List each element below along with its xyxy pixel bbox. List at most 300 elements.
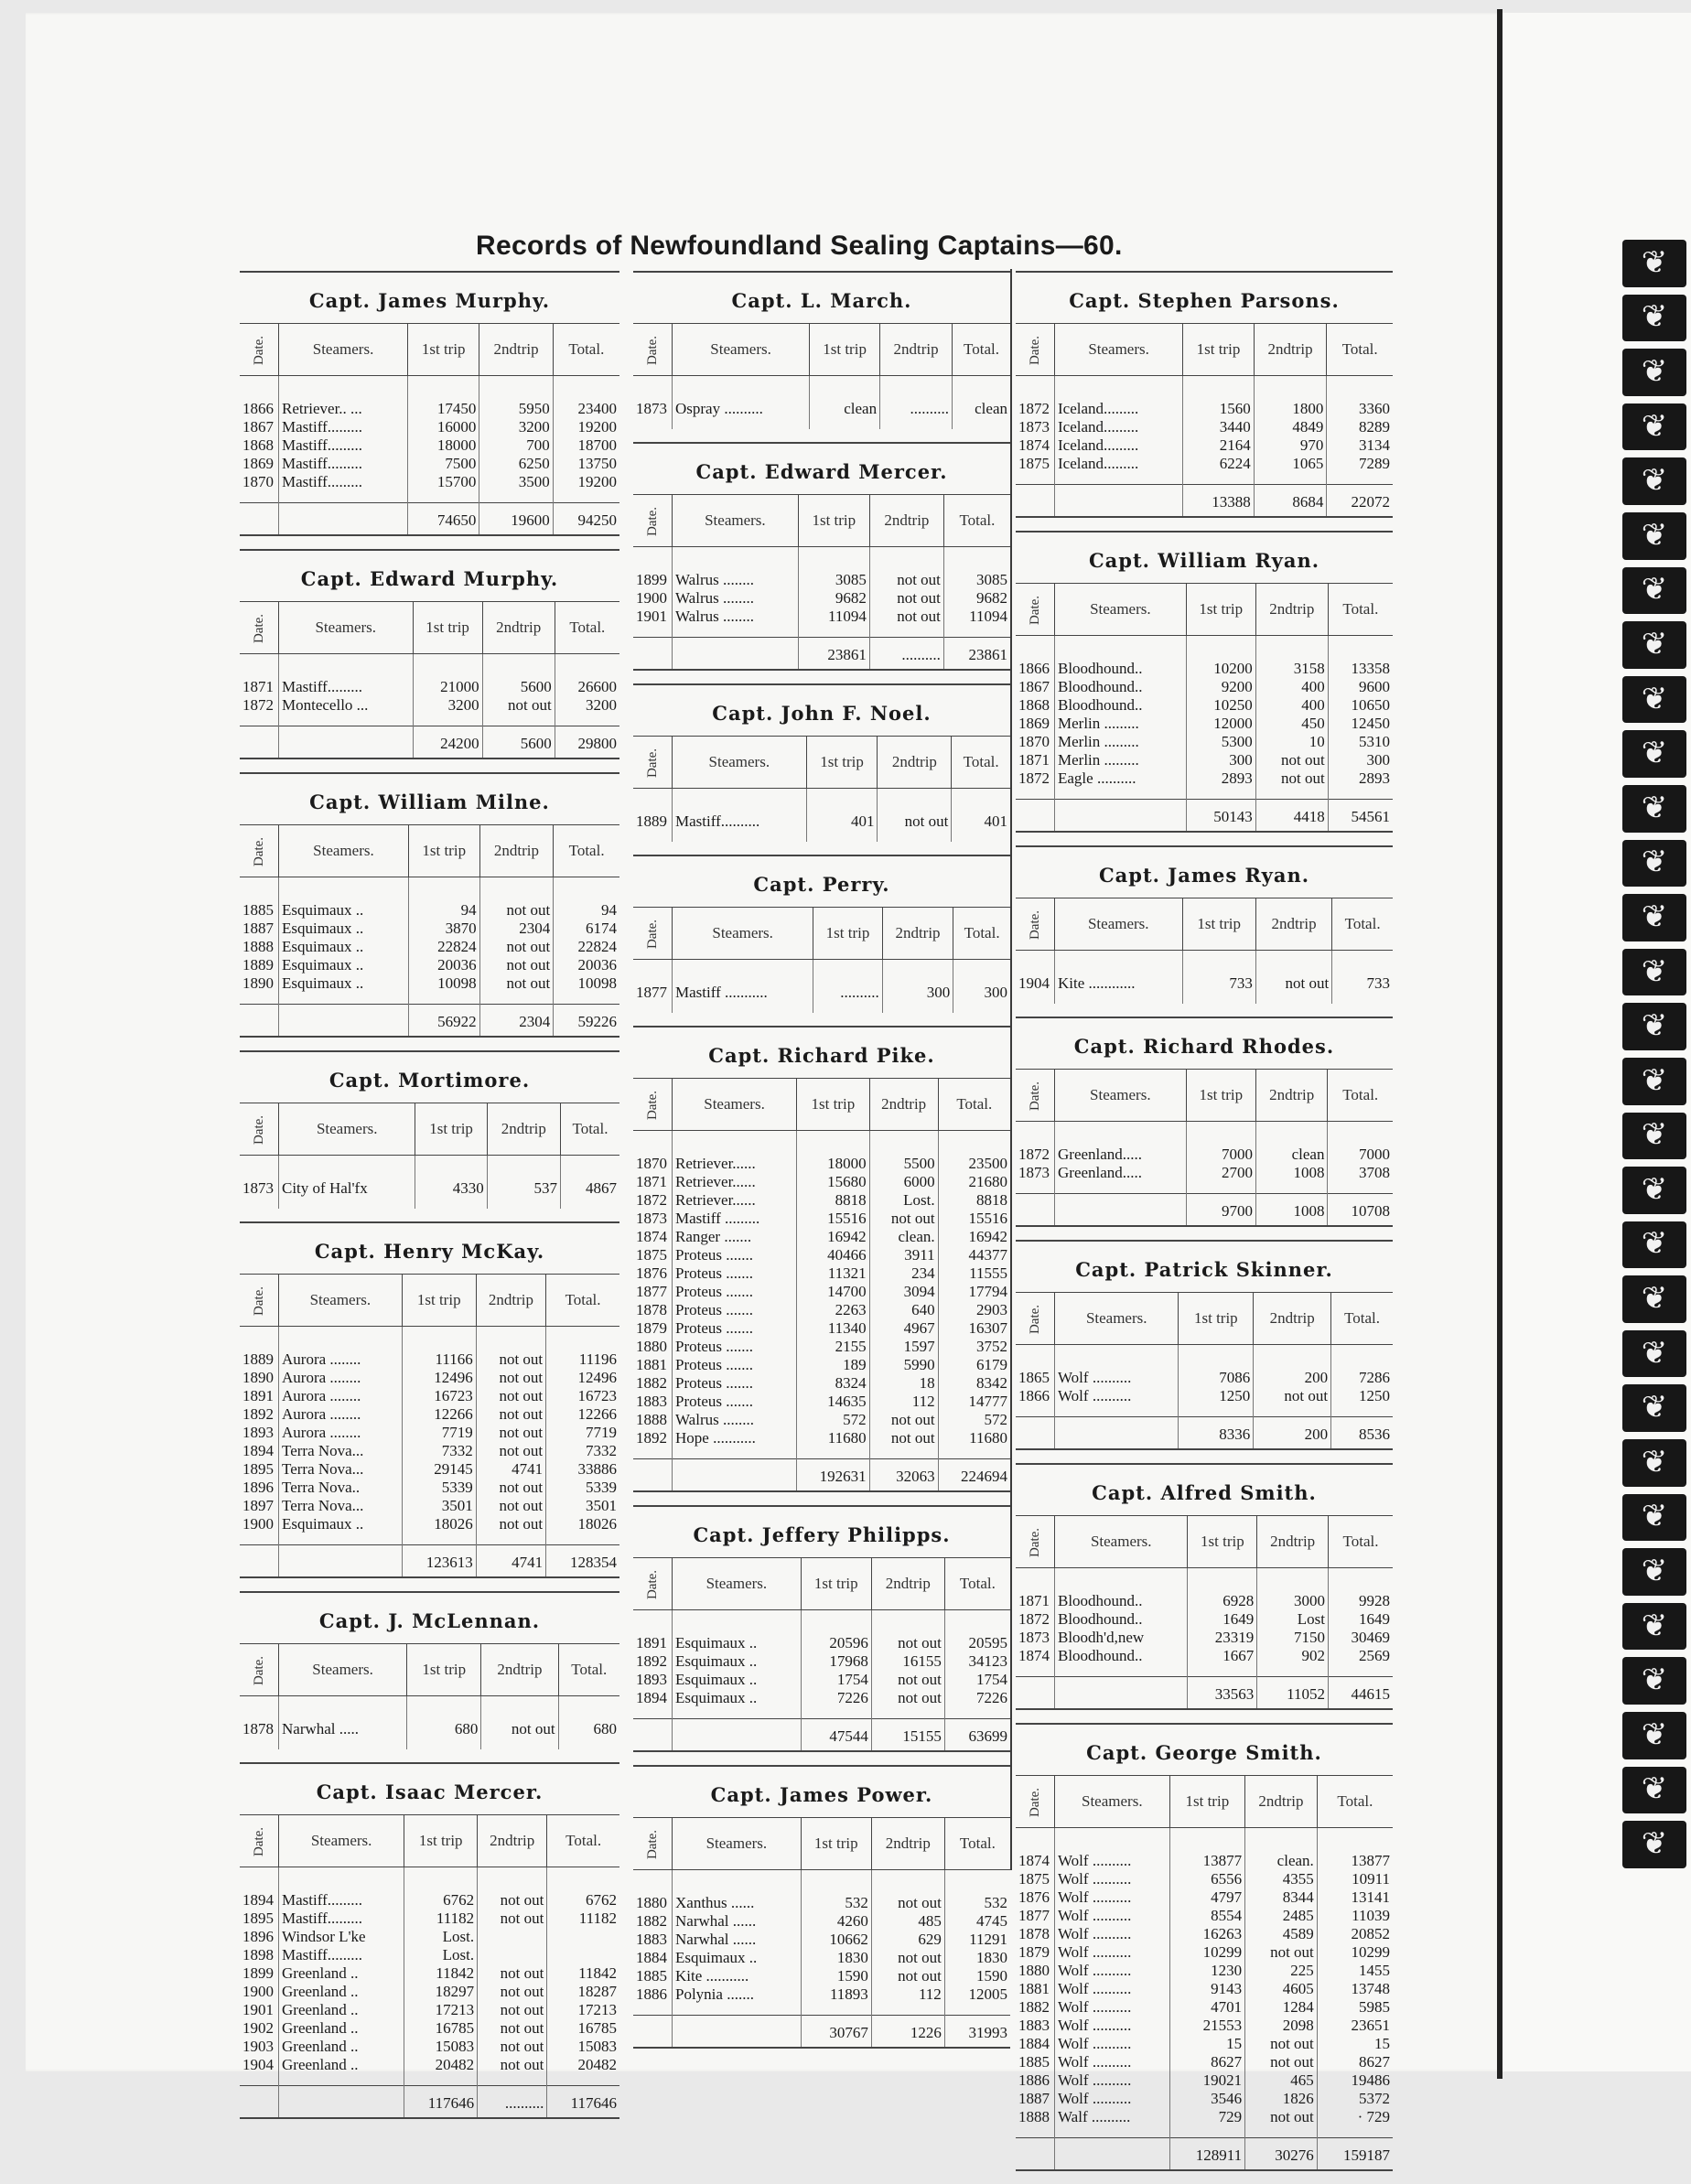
total-cell: 12450 <box>1328 715 1393 733</box>
second-trip-header: 2ndtrip <box>882 908 953 960</box>
date-header-text: Date. <box>644 1829 660 1859</box>
steamer-cell: Iceland......... <box>1055 455 1183 485</box>
total-header: Total. <box>944 1818 1010 1870</box>
second-trip-cell: not out <box>476 1405 545 1424</box>
table-row <box>633 1210 1010 1228</box>
column-3 <box>1016 271 1393 2184</box>
captain-name: Capt. Edward Mercer. <box>695 460 948 483</box>
second-trip-cell: 300 <box>882 960 953 1014</box>
leaf-ornament-icon: ❦ <box>1622 1767 1686 1814</box>
totals-cell: 56922 <box>408 1005 479 1038</box>
year-cell: 1876 <box>1018 1888 1050 1906</box>
first-trip-header: 1st trip <box>413 602 482 654</box>
second-trip-cell: not out <box>869 1411 938 1429</box>
table-row <box>240 877 619 920</box>
year-cell: 1890 <box>242 974 274 992</box>
first-trip-cell: 40466 <box>797 1246 870 1264</box>
steamer-cell: Aurora ........ <box>279 1387 403 1405</box>
second-trip-cell: not out <box>476 1442 545 1460</box>
steamer-cell: Ospray .......... <box>673 376 810 430</box>
second-trip-cell: not out <box>871 1671 944 1689</box>
total-cell: 1250 <box>1331 1387 1393 1417</box>
section-gap <box>633 2049 1010 2061</box>
first-trip-cell: 4260 <box>801 1912 871 1931</box>
steamer-cell: Proteus ....... <box>673 1283 797 1301</box>
first-trip-header: 1st trip <box>1188 1516 1257 1568</box>
table-row <box>1016 1164 1393 1194</box>
table-row <box>240 2019 619 2038</box>
steamer-cell: Narwhal ...... <box>673 1912 802 1931</box>
totals-cell: 1008 <box>1256 1194 1328 1227</box>
total-cell: 15516 <box>938 1210 1010 1228</box>
steamer-cell: Wolf .......... <box>1055 2017 1170 2035</box>
date-header-text: Date. <box>644 1569 660 1599</box>
totals-blank <box>633 1719 673 1752</box>
column-1 <box>240 271 619 2132</box>
total-cell: 11039 <box>1317 1907 1393 1925</box>
steamer-cell: Wolf .......... <box>1055 1998 1170 2017</box>
second-trip-cell: 2485 <box>1245 1907 1318 1925</box>
first-trip-cell: 19021 <box>1169 2071 1245 2090</box>
steamers-header: Steamers. <box>279 602 414 654</box>
steamers-header: Steamers. <box>673 737 807 789</box>
year-cell: 1869 <box>242 455 274 472</box>
first-trip-header: 1st trip <box>798 495 869 547</box>
totals-row <box>240 1005 619 1038</box>
year-cell: 1877 <box>636 1283 667 1300</box>
total-cell: 572 <box>938 1411 1010 1429</box>
date-header-text: Date. <box>251 1114 266 1145</box>
total-cell: 19200 <box>553 418 619 436</box>
steamer-cell: Bloodhound.. <box>1055 1568 1188 1611</box>
year-cell: 1878 <box>636 1301 667 1318</box>
steamer-cell: Wolf .......... <box>1055 1925 1170 1943</box>
second-trip-header: 2ndtrip <box>878 737 952 789</box>
leaf-ornament-icon: ❦ <box>1622 1548 1686 1596</box>
first-trip-cell: 12496 <box>402 1369 476 1387</box>
first-trip-cell: 300 <box>1186 751 1255 769</box>
year-cell: 1889 <box>242 1350 274 1368</box>
steamer-cell: Polynia ....... <box>673 1985 802 2016</box>
total-cell: 2903 <box>938 1301 1010 1319</box>
table-row <box>1016 951 1393 1005</box>
table-row <box>633 1356 1010 1374</box>
header-row <box>240 1815 619 1867</box>
first-trip-cell: 2700 <box>1186 1164 1255 1194</box>
record-table <box>1016 1069 1393 1227</box>
totals-row <box>240 503 619 536</box>
second-trip-cell: 4589 <box>1245 1925 1318 1943</box>
table-row <box>633 1870 1010 1913</box>
first-trip-cell: 16263 <box>1169 1925 1245 1943</box>
first-trip-cell: 16942 <box>797 1228 870 1246</box>
second-trip-cell: 3200 <box>479 418 553 436</box>
year-cell: 1883 <box>636 1393 667 1410</box>
record-table <box>1016 898 1393 1004</box>
leaf-ornament-icon: ❦ <box>1622 894 1686 941</box>
totals-row <box>633 1459 1010 1492</box>
leaf-ornament-icon: ❦ <box>1622 1275 1686 1323</box>
year-cell: 1888 <box>636 1411 667 1428</box>
table-row <box>1016 1345 1393 1388</box>
totals-cell: 22072 <box>1327 485 1393 518</box>
date-header <box>1016 1070 1055 1122</box>
second-trip-header: 2ndtrip <box>1255 898 1331 951</box>
first-trip-cell: 8324 <box>797 1374 870 1393</box>
second-trip-cell: not out <box>878 789 952 843</box>
captain-record <box>240 1050 619 1221</box>
totals-blank <box>633 1459 673 1492</box>
table-row <box>240 920 619 938</box>
second-trip-cell: 400 <box>1255 696 1328 715</box>
total-cell: 2893 <box>1328 769 1393 800</box>
year-cell: 1888 <box>1018 2108 1050 2125</box>
record-table <box>1016 1292 1393 1450</box>
first-trip-cell: 11893 <box>801 1985 871 2016</box>
table-row <box>1016 1943 1393 1962</box>
second-trip-cell: 4967 <box>869 1319 938 1338</box>
section-rule <box>633 855 1010 856</box>
first-trip-cell: 3870 <box>408 920 479 938</box>
year-cell: 1884 <box>636 1949 667 1966</box>
first-trip-cell: 15516 <box>797 1210 870 1228</box>
date-header <box>240 1275 279 1327</box>
date-header-text: Date. <box>251 1655 266 1685</box>
second-trip-cell <box>478 1946 547 1964</box>
table-row <box>1016 2053 1393 2071</box>
year-cell: 1881 <box>636 1356 667 1373</box>
steamers-header: Steamers. <box>1055 1776 1170 1828</box>
steamer-cell: Kite ............ <box>1055 951 1183 1005</box>
totals-cell: 54561 <box>1328 800 1393 833</box>
second-trip-cell: not out <box>478 1983 547 2001</box>
total-cell: 8627 <box>1317 2053 1393 2071</box>
year-cell: 1872 <box>636 1191 667 1209</box>
leaf-ornament-icon: ❦ <box>1622 295 1686 342</box>
first-trip-cell: 11321 <box>797 1264 870 1283</box>
year-cell: 1891 <box>242 1387 274 1404</box>
date-header-text: Date. <box>644 506 660 536</box>
total-cell: 3134 <box>1327 436 1393 455</box>
year-cell: 1872 <box>1018 769 1050 787</box>
captain-record <box>240 1591 619 1762</box>
first-trip-header: 1st trip <box>1186 1070 1255 1122</box>
totals-row <box>1016 2138 1393 2171</box>
total-cell: 7000 <box>1328 1122 1393 1165</box>
steamer-cell: Retriever...... <box>673 1191 797 1210</box>
steamer-cell: Mastiff ........... <box>673 960 813 1014</box>
table-row <box>1016 733 1393 751</box>
first-trip-cell: 189 <box>797 1356 870 1374</box>
second-trip-cell: not out <box>478 1910 547 1928</box>
leaf-ornament-icon: ❦ <box>1622 676 1686 724</box>
steamer-cell: Wolf .......... <box>1055 1828 1170 1871</box>
total-cell: 17794 <box>938 1283 1010 1301</box>
section-gap <box>240 1578 619 1591</box>
total-cell: 300 <box>953 960 1010 1014</box>
header-row <box>240 324 619 376</box>
first-trip-cell: 1667 <box>1188 1647 1257 1677</box>
year-cell: 1877 <box>636 984 667 1001</box>
record-table <box>1016 1515 1393 1710</box>
leaf-ornament-icon: ❦ <box>1622 1330 1686 1378</box>
table-row <box>633 1393 1010 1411</box>
total-header: Total. <box>558 1644 619 1696</box>
section-gap <box>633 1492 1010 1505</box>
date-header-text: Date. <box>1027 1081 1042 1111</box>
total-header: Total. <box>938 1079 1010 1131</box>
steamer-cell: Wolf .......... <box>1055 1907 1170 1925</box>
first-trip-cell: 16723 <box>402 1387 476 1405</box>
table-row <box>240 1983 619 2001</box>
year-cell: 1866 <box>242 400 274 417</box>
year-cell: 1870 <box>1018 733 1050 750</box>
second-trip-cell: 18 <box>869 1374 938 1393</box>
table-row <box>1016 696 1393 715</box>
total-cell: 6762 <box>547 1867 619 1910</box>
date-header <box>240 1644 279 1696</box>
totals-cell: 32063 <box>869 1459 938 1492</box>
year-cell: 1874 <box>1018 1647 1050 1664</box>
captain-name: Capt. Edward Murphy. <box>300 567 559 590</box>
section-rule <box>1016 1017 1393 1018</box>
totals-cell: 94250 <box>553 503 619 536</box>
second-trip-cell: not out <box>476 1369 545 1387</box>
record-table <box>240 601 619 759</box>
total-cell: 3752 <box>938 1338 1010 1356</box>
table-row <box>1016 2071 1393 2090</box>
first-trip-cell: 22824 <box>408 938 479 956</box>
steamer-cell: Esquimaux .. <box>673 1689 802 1719</box>
year-cell: 1883 <box>1018 2017 1050 2034</box>
total-header: Total. <box>1331 1293 1393 1345</box>
total-cell: 15 <box>1317 2035 1393 2053</box>
year-cell: 1874 <box>1018 1852 1050 1869</box>
second-trip-cell: 8344 <box>1245 1888 1318 1907</box>
record-table <box>633 1557 1010 1752</box>
table-row <box>633 1671 1010 1689</box>
table-row <box>240 455 619 473</box>
totals-cell: 4741 <box>476 1545 545 1578</box>
captain-record <box>633 271 1010 442</box>
totals-cell: 33563 <box>1188 1677 1257 1710</box>
second-trip-header: 2ndtrip <box>869 495 943 547</box>
column-2 <box>633 271 1010 2061</box>
header-row <box>1016 1070 1393 1122</box>
total-cell: 21680 <box>938 1173 1010 1191</box>
first-trip-cell: 21000 <box>413 654 482 697</box>
date-header-text: Date. <box>1027 1304 1042 1334</box>
table-row <box>1016 2108 1393 2138</box>
totals-cell: .......... <box>478 2086 547 2119</box>
total-header: Total. <box>1327 324 1393 376</box>
column-divider <box>1010 269 1012 1870</box>
total-cell: 19200 <box>553 473 619 503</box>
header-row <box>633 1079 1010 1131</box>
section-rule <box>1016 845 1393 847</box>
captain-name: Capt. William Milne. <box>309 791 550 813</box>
record-table <box>633 323 1010 429</box>
second-trip-cell: 465 <box>1245 2071 1318 2090</box>
steamer-cell: Proteus ....... <box>673 1246 797 1264</box>
captain-record <box>633 1026 1010 1505</box>
second-trip-cell: 112 <box>871 1985 944 2016</box>
table-row <box>1016 678 1393 696</box>
first-trip-cell: Lost. <box>404 1928 478 1946</box>
steamers-header: Steamers. <box>279 1103 415 1156</box>
total-cell: 7289 <box>1327 455 1393 485</box>
year-cell: 1888 <box>242 938 274 955</box>
steamers-header: Steamers. <box>1055 1293 1179 1345</box>
steamer-cell: Esquimaux .. <box>673 1610 802 1653</box>
steamer-cell: Esquimaux .. <box>279 938 409 956</box>
record-table <box>633 907 1010 1013</box>
first-trip-cell: 18297 <box>404 1983 478 2001</box>
second-trip-header: 2ndtrip <box>869 1079 938 1131</box>
total-cell: 10911 <box>1317 1870 1393 1888</box>
first-trip-cell: 29145 <box>402 1460 476 1479</box>
section-rule <box>633 1505 1010 1507</box>
total-cell: 10299 <box>1317 1943 1393 1962</box>
captain-record <box>1016 271 1393 531</box>
total-cell: 22824 <box>554 938 619 956</box>
year-cell: 1875 <box>1018 1870 1050 1888</box>
total-header: Total. <box>1329 1516 1393 1568</box>
date-header <box>633 324 673 376</box>
second-trip-cell: 6000 <box>869 1173 938 1191</box>
date-header-text: Date. <box>1027 335 1042 365</box>
captain-record <box>633 1505 1010 1765</box>
second-trip-cell: 3911 <box>869 1246 938 1264</box>
total-cell: 11680 <box>938 1429 1010 1459</box>
totals-cell: 44615 <box>1329 1677 1393 1710</box>
totals-cell: 31993 <box>944 2016 1010 2049</box>
year-cell: 1873 <box>636 1210 667 1227</box>
header-row <box>240 1644 619 1696</box>
total-cell: 7719 <box>546 1424 619 1442</box>
steamers-header: Steamers. <box>279 1815 404 1867</box>
second-trip-cell: 5990 <box>869 1356 938 1374</box>
second-trip-cell: not out <box>478 2019 547 2038</box>
totals-cell: 19600 <box>479 503 553 536</box>
table-row <box>240 1515 619 1545</box>
table-row <box>633 1429 1010 1459</box>
totals-row <box>1016 1677 1393 1710</box>
steamer-cell: Greenland .. <box>279 2038 404 2056</box>
date-header-text: Date. <box>644 335 660 365</box>
totals-blank <box>240 1005 279 1038</box>
year-cell: 1900 <box>636 589 667 607</box>
table-row <box>633 1246 1010 1264</box>
year-cell: 1878 <box>242 1720 274 1738</box>
total-cell: 12266 <box>546 1405 619 1424</box>
second-trip-cell: not out <box>869 608 943 638</box>
first-trip-cell: 729 <box>1169 2108 1245 2138</box>
total-cell <box>547 1946 619 1964</box>
steamer-cell: Narwhal ..... <box>279 1696 407 1750</box>
first-trip-cell: 17213 <box>404 2001 478 2019</box>
leaf-ornament-icon: ❦ <box>1622 403 1686 451</box>
table-row <box>240 1405 619 1424</box>
captain-name: Capt. Isaac Mercer. <box>316 1781 544 1803</box>
total-cell: 8818 <box>938 1191 1010 1210</box>
total-cell: 1590 <box>944 1967 1010 1985</box>
date-header <box>633 1558 673 1610</box>
header-row <box>633 737 1010 789</box>
year-cell: 1871 <box>1018 1592 1050 1609</box>
first-trip-cell: 10098 <box>408 974 479 1005</box>
captain-record <box>1016 1240 1393 1463</box>
steamers-header: Steamers. <box>1055 898 1183 951</box>
year-cell: 1899 <box>242 1964 274 1982</box>
section-gap <box>633 671 1010 683</box>
steamers-header: Steamers. <box>673 324 810 376</box>
steamer-cell: Terra Nova.. <box>279 1479 403 1497</box>
first-trip-cell: 1590 <box>801 1967 871 1985</box>
first-trip-header: 1st trip <box>801 1558 871 1610</box>
first-trip-cell: 1649 <box>1188 1610 1257 1629</box>
steamer-cell: Esquimaux .. <box>673 1949 802 1967</box>
second-trip-cell: not out <box>1245 2108 1318 2138</box>
table-row <box>240 1696 619 1750</box>
table-row <box>633 789 1010 843</box>
table-row <box>1016 751 1393 769</box>
date-header <box>240 324 279 376</box>
steamers-header: Steamers. <box>279 825 409 877</box>
first-trip-cell: 1230 <box>1169 1962 1245 1980</box>
second-trip-cell: not out <box>479 877 554 920</box>
first-trip-cell: 9200 <box>1186 678 1255 696</box>
page-title: Records of Newfoundland Sealing Captains—60. <box>476 231 1123 261</box>
table-row <box>240 1442 619 1460</box>
year-cell: 1873 <box>636 400 667 417</box>
table-row <box>1016 2090 1393 2108</box>
first-trip-cell: 17450 <box>408 376 479 419</box>
steamer-cell: Wolf .......... <box>1055 2071 1170 2090</box>
year-cell: 1880 <box>636 1338 667 1355</box>
first-trip-cell: 9682 <box>798 589 869 608</box>
section-gap <box>633 1013 1010 1026</box>
section-rule <box>633 683 1010 685</box>
steamer-cell: Bloodhound.. <box>1055 1647 1188 1677</box>
table-row <box>240 418 619 436</box>
totals-blank <box>1055 2138 1170 2171</box>
leaf-ornament-icon: ❦ <box>1622 1603 1686 1651</box>
total-cell: 5339 <box>546 1479 619 1497</box>
year-cell: 1866 <box>1018 1387 1050 1404</box>
table-row <box>240 2001 619 2019</box>
captain-name: Capt. Henry McKay. <box>314 1240 545 1263</box>
year-cell: 1872 <box>1018 1146 1050 1163</box>
year-cell: 1885 <box>636 1967 667 1985</box>
total-cell: 44377 <box>938 1246 1010 1264</box>
year-cell: 1883 <box>636 1931 667 1948</box>
first-trip-cell: 15680 <box>797 1173 870 1191</box>
first-trip-cell: 11842 <box>404 1964 478 1983</box>
year-cell: 1880 <box>1018 1962 1050 1979</box>
first-trip-header: 1st trip <box>806 737 878 789</box>
total-cell: 4867 <box>560 1156 619 1210</box>
year-cell: 1872 <box>242 696 274 714</box>
totals-cell: 15155 <box>871 1719 944 1752</box>
totals-blank <box>1016 1194 1055 1227</box>
second-trip-cell: .......... <box>880 376 953 430</box>
second-trip-cell: 4849 <box>1254 418 1327 436</box>
leaf-ornament-icon: ❦ <box>1622 1657 1686 1705</box>
total-cell: 11182 <box>547 1910 619 1928</box>
leaf-ornament-icon: ❦ <box>1622 1113 1686 1160</box>
totals-cell: 23861 <box>798 638 869 671</box>
